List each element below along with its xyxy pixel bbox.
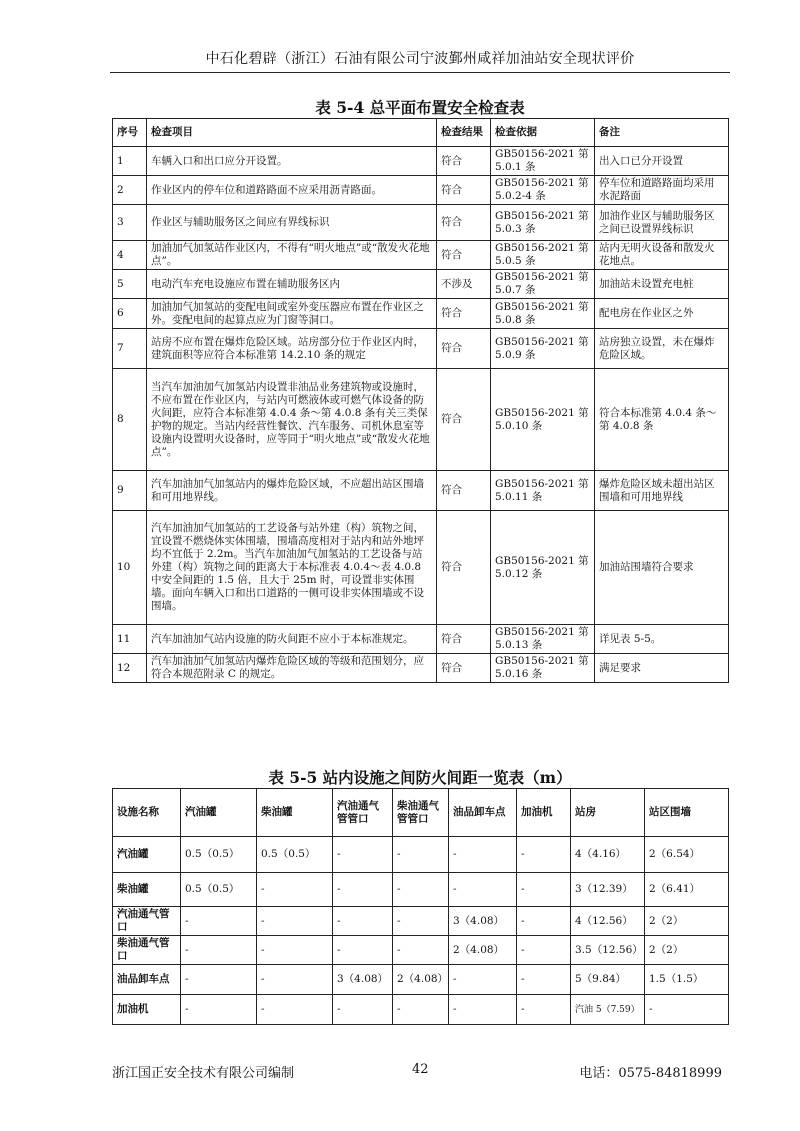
distance-cell: 4（12.56） <box>571 907 645 936</box>
check-item: 汽车加油加气站内设施的防火间距不应小于本标准规定。 <box>147 625 437 654</box>
distance-cell: - <box>517 837 571 873</box>
remark: 爆炸危险区域未超出站区围墙和可用地界线 <box>595 471 729 511</box>
row-number: 12 <box>113 654 147 683</box>
row-number: 11 <box>113 625 147 654</box>
distance-cell: - <box>333 837 393 873</box>
table-row <box>113 176 729 205</box>
check-basis: GB50156-2021 第 5.0.16 条 <box>491 654 595 683</box>
table-row <box>113 329 729 369</box>
distance-cell: 0.5（0.5） <box>257 837 333 873</box>
distance-cell: - <box>257 936 333 965</box>
distance-cell: - <box>517 995 571 1025</box>
table-row <box>113 299 729 329</box>
distance-cell: 1.5（1.5） <box>645 965 729 995</box>
distance-cell: 3（4.08） <box>333 965 393 995</box>
distance-cell: - <box>257 873 333 907</box>
distance-cell: - <box>449 873 517 907</box>
check-result: 符合 <box>437 176 491 205</box>
check-item: 站房不应布置在爆炸危险区域。站房部分位于作业区内时，建筑面积等应符合本标准第 14.2.10 条的规定 <box>147 329 437 369</box>
row-number: 5 <box>113 270 147 299</box>
check-item: 车辆入口和出口应分开设置。 <box>147 147 437 176</box>
column-header: 油品卸车点 <box>449 789 517 837</box>
remark: 出入口已分开设置 <box>595 147 729 176</box>
check-basis: GB50156-2021 第 5.0.8 条 <box>491 299 595 329</box>
footer-phone: 电话：0575-84818999 <box>579 1066 722 1081</box>
column-header: 备注 <box>595 119 729 147</box>
distance-cell: 5（9.84） <box>571 965 645 995</box>
table-5-5-caption: 表 5-5 站内设施之间防火间距一览表（m） <box>268 768 572 787</box>
facility-name: 加油机 <box>113 995 181 1025</box>
check-basis: GB50156-2021 第 5.0.13 条 <box>491 625 595 654</box>
check-basis: GB50156-2021 第 5.0.3 条 <box>491 205 595 241</box>
check-result: 符合 <box>437 205 491 241</box>
check-basis: GB50156-2021 第 5.0.2-4 条 <box>491 176 595 205</box>
check-result: 符合 <box>437 329 491 369</box>
distance-cell: - <box>517 907 571 936</box>
column-header: 站区围墙 <box>645 789 729 837</box>
check-result: 符合 <box>437 369 491 471</box>
distance-cell: - <box>393 873 449 907</box>
column-header: 设施名称 <box>113 789 181 837</box>
table-5-5 <box>112 788 729 1025</box>
table-row <box>113 511 729 625</box>
distance-cell: - <box>257 995 333 1025</box>
distance-cell: 3（12.39） <box>571 873 645 907</box>
row-number: 10 <box>113 511 147 625</box>
remark: 站房独立设置，未在爆炸危险区域。 <box>595 329 729 369</box>
distance-cell: - <box>393 936 449 965</box>
table-5-4-caption: 表 5-4 总平面布置安全检查表 <box>315 98 525 117</box>
check-item: 电动汽车充电设施应布置在辅助服务区内 <box>147 270 437 299</box>
table-row <box>113 936 729 965</box>
distance-cell: 0.5（0.5） <box>181 873 257 907</box>
table-5-4 <box>112 118 729 683</box>
row-number: 7 <box>113 329 147 369</box>
distance-cell: - <box>393 837 449 873</box>
remark: 停车位和道路路面均采用水泥路面 <box>595 176 729 205</box>
distance-cell: - <box>333 995 393 1025</box>
check-result: 符合 <box>437 654 491 683</box>
facility-name: 汽油罐 <box>113 837 181 873</box>
check-result: 符合 <box>437 147 491 176</box>
remark: 加油站未设置充电桩 <box>595 270 729 299</box>
table-row <box>113 147 729 176</box>
table-row <box>113 965 729 995</box>
table-header-row <box>113 119 729 147</box>
check-basis: GB50156-2021 第 5.0.10 条 <box>491 369 595 471</box>
check-item: 汽车加油加气加氢站内的爆炸危险区域，不应超出站区围墙和可用地界线。 <box>147 471 437 511</box>
distance-cell: - <box>517 936 571 965</box>
table-row <box>113 241 729 270</box>
distance-cell: - <box>257 907 333 936</box>
check-result: 符合 <box>437 241 491 270</box>
row-number: 1 <box>113 147 147 176</box>
column-header: 检查项目 <box>147 119 437 147</box>
check-item: 汽车加油加气加氢站的工艺设备与站外建（构）筑物之间，宜设置不燃烧体实体围墙，围墙高度相对于站内和站外地坪均不宜低于 2.2m。当汽车加油加气加氢站的工艺设备与站外建（构）筑物之间的距离大于本标准表 4.0.4～表 4.0.8 中安全间距的 1.5 倍，且大于 25m 时，可设置非实体围墙。面向车辆入口和出口道路的一侧可设非实体围墙或不设围墙。 <box>147 511 437 625</box>
remark: 站内无明火设备和散发火花地点。 <box>595 241 729 270</box>
distance-cell: 3（4.08） <box>449 907 517 936</box>
check-item: 作业区与辅助服务区之间应有界线标识 <box>147 205 437 241</box>
column-header: 柴油通气管管口 <box>393 789 449 837</box>
check-basis: GB50156-2021 第 5.0.12 条 <box>491 511 595 625</box>
distance-cell: 2（6.41） <box>645 873 729 907</box>
distance-cell: 4（4.16） <box>571 837 645 873</box>
footer-company: 浙江国正安全技术有限公司编制 <box>112 1066 295 1081</box>
remark: 详见表 5-5。 <box>595 625 729 654</box>
distance-cell: - <box>393 995 449 1025</box>
check-basis: GB50156-2021 第 5.0.1 条 <box>491 147 595 176</box>
row-number: 8 <box>113 369 147 471</box>
remark: 加油站围墙符合要求 <box>595 511 729 625</box>
remark: 符合本标准第 4.0.4 条～第 4.0.8 条 <box>595 369 729 471</box>
distance-cell: - <box>333 936 393 965</box>
distance-cell: - <box>181 936 257 965</box>
column-header: 序号 <box>113 119 147 147</box>
distance-cell: 2（2） <box>645 907 729 936</box>
distance-cell: - <box>449 837 517 873</box>
remark: 配电房在作业区之外 <box>595 299 729 329</box>
check-basis: GB50156-2021 第 5.0.7 条 <box>491 270 595 299</box>
table-row <box>113 837 729 873</box>
column-header: 检查依据 <box>491 119 595 147</box>
distance-cell: - <box>181 995 257 1025</box>
check-item: 作业区内的停车位和道路路面不应采用沥青路面。 <box>147 176 437 205</box>
distance-cell: 汽油 5（7.59） <box>571 995 645 1025</box>
check-result: 符合 <box>437 299 491 329</box>
check-result: 符合 <box>437 511 491 625</box>
distance-cell: - <box>333 907 393 936</box>
distance-cell: - <box>181 965 257 995</box>
table-row <box>113 873 729 907</box>
distance-cell: - <box>393 907 449 936</box>
distance-cell: - <box>181 907 257 936</box>
check-result: 不涉及 <box>437 270 491 299</box>
check-basis: GB50156-2021 第 5.0.11 条 <box>491 471 595 511</box>
table-row <box>113 995 729 1025</box>
row-number: 9 <box>113 471 147 511</box>
document-header: 中石化碧辟（浙江）石油有限公司宁波鄞州咸祥加油站安全现状评价 <box>205 51 635 67</box>
column-header: 加油机 <box>517 789 571 837</box>
distance-cell: 2（4.08） <box>393 965 449 995</box>
distance-cell: - <box>517 965 571 995</box>
table-row <box>113 369 729 471</box>
check-item: 加油加气加氢站的变配电间或室外变压器应布置在作业区之外。变配电间的起算点应为门窗等洞口。 <box>147 299 437 329</box>
table-row <box>113 270 729 299</box>
row-number: 4 <box>113 241 147 270</box>
row-number: 3 <box>113 205 147 241</box>
distance-cell: - <box>645 995 729 1025</box>
row-number: 2 <box>113 176 147 205</box>
table-row <box>113 471 729 511</box>
row-number: 6 <box>113 299 147 329</box>
distance-cell: - <box>449 995 517 1025</box>
table-row <box>113 907 729 936</box>
table-header-row <box>113 789 729 837</box>
remark: 满足要求 <box>595 654 729 683</box>
check-item: 加油加气加氢站作业区内，不得有“明火地点”或“散发火花地点”。 <box>147 241 437 270</box>
column-header: 汽油罐 <box>181 789 257 837</box>
check-item: 汽车加油加气加氢站内爆炸危险区域的等级和范围划分，应符合本规范附录 C 的规定。 <box>147 654 437 683</box>
check-basis: GB50156-2021 第 5.0.9 条 <box>491 329 595 369</box>
table-row <box>113 625 729 654</box>
table-row <box>113 205 729 241</box>
facility-name: 汽油通气管口 <box>113 907 181 936</box>
column-header: 检查结果 <box>437 119 491 147</box>
check-item: 当汽车加油加气加氢站内设置非油品业务建筑物或设施时，不应布置在作业区内，与站内可燃液体或可燃气体设备的防火间距，应符合本标准第 4.0.4 条～第 4.0.8 条有关三类保护物的规定。当站内经营性餐饮、汽车服务、司机休息室等设施内设置明火设备时，应等同于“明火地点”或“散发火花地点”。 <box>147 369 437 471</box>
distance-cell: 2（6.54） <box>645 837 729 873</box>
check-basis: GB50156-2021 第 5.0.5 条 <box>491 241 595 270</box>
column-header: 站房 <box>571 789 645 837</box>
distance-cell: 3.5（12.56） <box>571 936 645 965</box>
distance-cell: - <box>257 965 333 995</box>
distance-cell: - <box>517 873 571 907</box>
remark: 加油作业区与辅助服务区之间已设置界线标识 <box>595 205 729 241</box>
distance-cell: - <box>333 873 393 907</box>
facility-name: 柴油通气管口 <box>113 936 181 965</box>
column-header: 柴油罐 <box>257 789 333 837</box>
table-row <box>113 654 729 683</box>
page-number: 42 <box>412 1062 429 1077</box>
header-divider <box>110 72 730 73</box>
distance-cell: 2（4.08） <box>449 936 517 965</box>
column-header: 汽油通气管管口 <box>333 789 393 837</box>
check-result: 符合 <box>437 471 491 511</box>
distance-cell: 0.5（0.5） <box>181 837 257 873</box>
facility-name: 柴油罐 <box>113 873 181 907</box>
distance-cell: - <box>449 965 517 995</box>
distance-cell: 2（2） <box>645 936 729 965</box>
check-result: 符合 <box>437 625 491 654</box>
facility-name: 油品卸车点 <box>113 965 181 995</box>
